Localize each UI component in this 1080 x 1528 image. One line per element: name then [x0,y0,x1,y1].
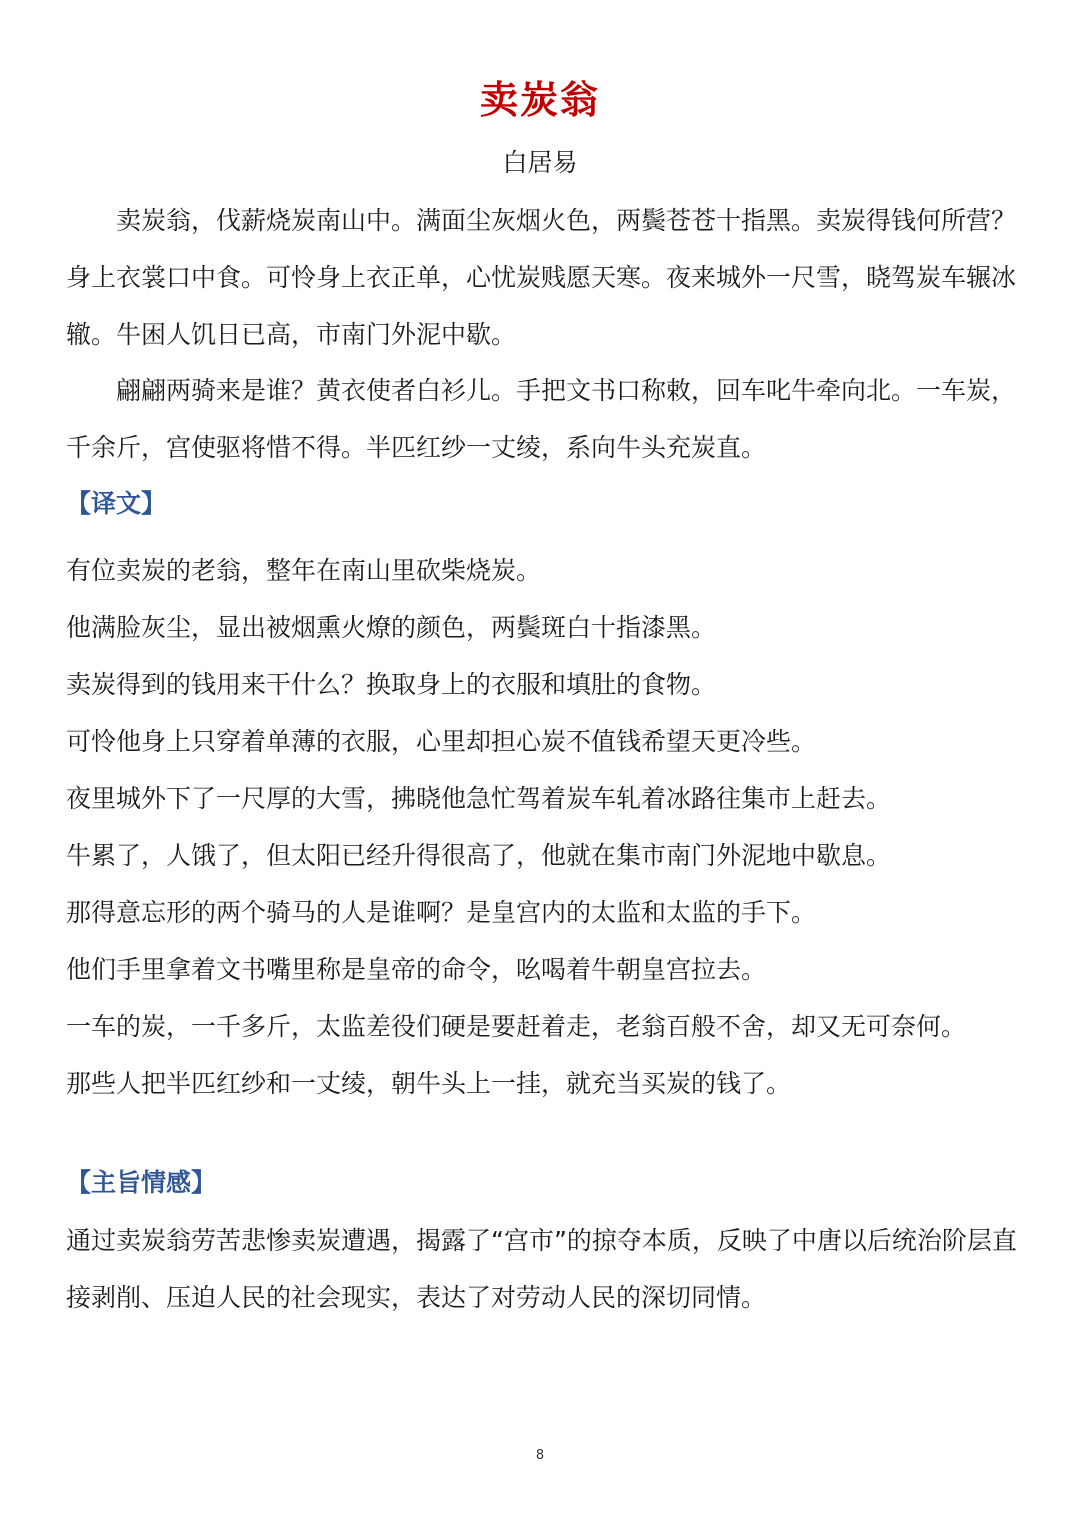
translation-line: 那些人把半匹红纱和一丈绫，朝牛头上一挂，就充当买炭的钱了。 [66,1069,792,1098]
translation-line: 牛累了，人饿了，但太阳已经升得很高了，他就在集市南门外泥地中歇息。 [66,841,892,870]
translation-line: 可怜他身上只穿着单薄的衣服，心里却担心炭不值钱希望天更冷些。 [66,727,817,756]
translation-line: 夜里城外下了一尺厚的大雪，拂晓他急忙驾着炭车轧着冰路往集市上赶去。 [66,784,892,813]
translation-line: 他们手里拿着文书嘴里称是皇帝的命令，吆喝着牛朝皇宫拉去。 [66,955,767,984]
poem-title: 卖炭翁 [479,78,600,122]
translation-line: 一车的炭，一千多斤，太监差役们硬是要赶着走，老翁百般不舍，却又无可奈何。 [66,1012,967,1041]
translation-line: 卖炭得到的钱用来干什么？换取身上的衣服和填肚的食物。 [66,670,717,699]
page-number: 8 [535,1448,545,1463]
translation-line: 有位卖炭的老翁，整年在南山里砍柴烧炭。 [66,556,542,585]
theme-text: 通过卖炭翁劳苦悲惨卖炭遭遇，揭露了“宫市”的掠夺本质，反映了中唐以后统治阶层直接剥削、压迫人民的社会现实，表达了对劳动人民的深切同情。 [66,1226,1017,1312]
poem-paragraph-2: 翩翩两骑来是谁？黄衣使者白衫儿。手把文书口称敕，回车叱牛牵向北。一车炭，千余斤，宫使驱将惜不得。半匹红纱一丈绫，系向牛头充炭直。 [66,376,1017,462]
translation-heading: 【译文】 [66,489,167,518]
poem-paragraph-1: 卖炭翁，伐薪烧炭南山中。满面尘灰烟火色，两鬓苍苍十指黑。卖炭得钱何所营？身上衣裳口中食。可怜身上衣正单，心忧炭贱愿天寒。夜来城外一尺雪，晓驾炭车辗冰辙。牛困人饥日已高，市南门外泥中歇。 [66,206,1017,349]
translation-list [66,542,1026,1112]
translation-line: 那得意忘形的两个骑马的人是谁啊？是皇宫内的太监和太监的手下。 [66,898,817,927]
theme-heading: 【主旨情感】 [66,1168,217,1197]
translation-line: 他满脸灰尘，显出被烟熏火燎的颜色，两鬓斑白十指漆黑。 [66,613,717,642]
poem-author: 白居易 [502,148,578,177]
